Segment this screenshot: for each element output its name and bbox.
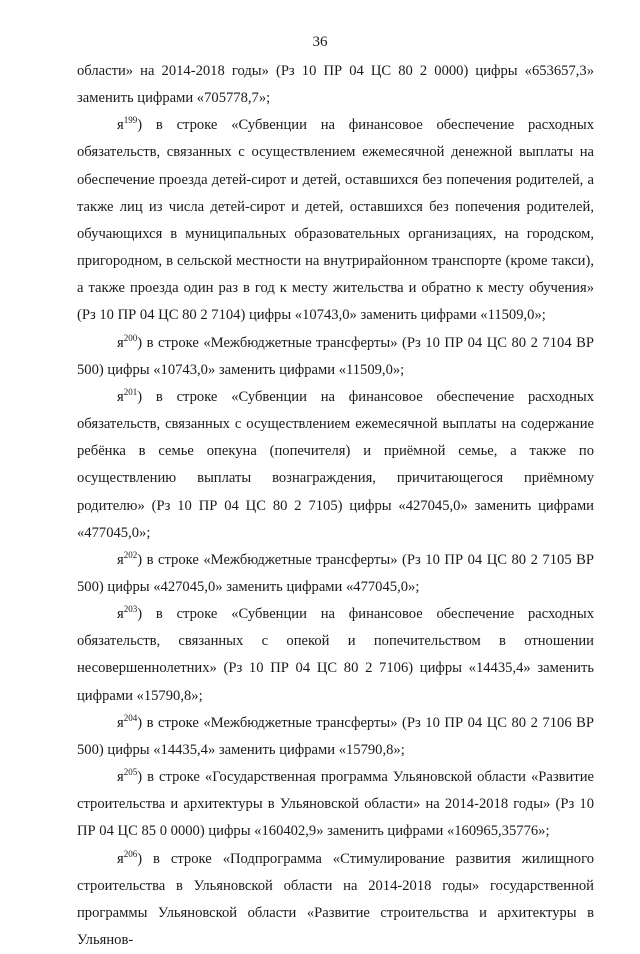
item-letter: я: [117, 551, 124, 568]
item-letter: я: [117, 606, 124, 623]
document-body: [77, 58, 594, 954]
item-number: 201: [123, 386, 138, 397]
paragraph-text: ) в строке «Субвенции на финансовое обеспечение расходных обязательств, связанных с осуществлением ежемесячной выплаты на содержание ребёнка в семье опекуна (попечителя) и приёмной семье, а также по осуществлению выплаты вознаграждения, причитающегося приёмному родителю» (Рз 10 ПР 04 ЦС 80 2 7105) цифры «427045,0» заменить цифрами «477045,0»;: [77, 388, 594, 541]
paragraph-text: ) в строке «Субвенции на финансовое обеспечение расходных обязательств, связанных с опекой и попечительством в отношении несовершеннолетних» (Рз 10 ПР 04 ЦС 80 2 7106) цифры «14435,4» заменить цифрами «15790,8»;: [77, 606, 594, 704]
item-number: 199: [123, 115, 138, 126]
paragraph-text: области» на 2014-2018 годы» (Рз 10 ПР 04 ЦС 80 2 0000) цифры «653657,3» заменить цифрами «705778,7»;: [77, 63, 594, 107]
item-number: 203: [123, 604, 138, 615]
paragraph-text: ) в строке «Субвенции на финансовое обеспечение расходных обязательств, связанных с осуществлением ежемесячной денежной выплаты на обеспечение проезда детей-сирот и детей, оставшихся без попечения родителей, а также лиц из числа детей-сирот и детей, оставшихся без попечения родителей, обучающихся в муниципальных образовательных организациях, на городском, пригородном, в сельской местности на внутрирайонном транспорте (кроме такси), а также проезда один раз в год к месту жительства и обратно к месту обучения» (Рз 10 ПР 04 ЦС 80 2 7104) цифры «10743,0» заменить цифрами «11509,0»;: [77, 117, 594, 324]
paragraph-item-202: [77, 547, 594, 601]
item-number: 200: [123, 332, 138, 343]
paragraph-item-206: [77, 846, 594, 954]
paragraph-text: ) в строке «Межбюджетные трансферты» (Рз 10 ПР 04 ЦС 80 2 7106 ВР 500) цифры «14435,4» заменить цифрами «15790,8»;: [77, 714, 594, 758]
item-letter: я: [117, 714, 124, 731]
paragraph-text: ) в строке «Межбюджетные трансферты» (Рз 10 ПР 04 ЦС 80 2 7105 ВР 500) цифры «427045,0» заменить цифрами «477045,0»;: [77, 551, 594, 595]
item-letter: я: [117, 769, 124, 786]
item-letter: я: [117, 334, 124, 351]
item-number: 204: [123, 712, 138, 723]
item-letter: я: [117, 850, 124, 867]
item-letter: я: [117, 117, 124, 134]
paragraph-item-204: [77, 710, 594, 764]
paragraph-text: ) в строке «Подпрограмма «Стимулирование развития жилищного строительства в Ульяновской области на 2014-2018 годы» государственной программы Ульяновской области «Развитие строительства и архитектуры в Ульянов-: [77, 850, 594, 948]
paragraph-item-200: [77, 330, 594, 384]
paragraph-continuation: [77, 58, 594, 112]
paragraph-text: ) в строке «Межбюджетные трансферты» (Рз 10 ПР 04 ЦС 80 2 7104 ВР 500) цифры «10743,0» заменить цифрами «11509,0»;: [77, 334, 594, 378]
paragraph-item-201: [77, 384, 594, 547]
paragraph-item-205: [77, 764, 594, 845]
item-letter: я: [117, 388, 124, 405]
paragraph-item-199: [77, 112, 594, 329]
paragraph-text: ) в строке «Государственная программа Ульяновской области «Развитие строительства и архитектуры в Ульяновской области» на 2014-2018 годы» (Рз 10 ПР 04 ЦС 85 0 0000) цифры «160402,9» заменить цифрами «160965,35776»;: [77, 769, 594, 840]
item-number: 205: [123, 767, 138, 778]
item-number: 202: [123, 549, 138, 560]
item-number: 206: [123, 848, 138, 859]
page-number: 36: [312, 34, 328, 50]
paragraph-item-203: [77, 601, 594, 710]
